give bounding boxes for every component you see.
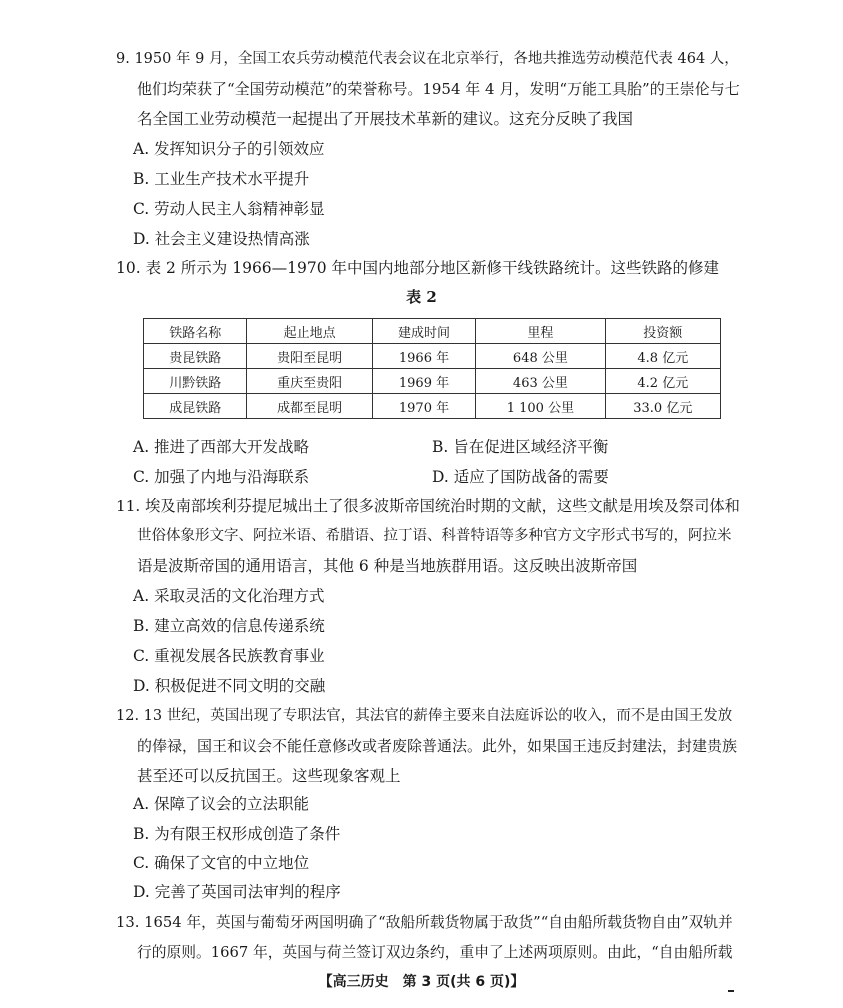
table-cell: 贵阳至昆明 [247, 344, 372, 369]
table-cell: 33.0 亿元 [605, 394, 720, 419]
q11-stem-line-3: 语是波斯帝国的通用语言，其他 6 种是当地族群用语。这反映出波斯帝国 [137, 557, 638, 575]
q10-option-d: D. 适应了国防战备的需要 [432, 468, 609, 486]
q12-stem-line-3: 甚至还可以反抗国王。这些现象客观上 [137, 767, 401, 785]
table-row [144, 344, 721, 369]
q12-option-a: A. 保障了议会的立法职能 [133, 795, 310, 813]
q11-option-d: D. 积极促进不同文明的交融 [133, 677, 326, 695]
q9-option-d: D. 社会主义建设热情高涨 [133, 230, 310, 248]
q12-option-d: D. 完善了英国司法审判的程序 [133, 883, 341, 901]
q9-option-b: B. 工业生产技术水平提升 [133, 170, 310, 188]
table-cell: 川黔铁路 [144, 369, 247, 394]
table-cell: 贵昆铁路 [144, 344, 247, 369]
q12-stem-line-2: 的俸禄，国王和议会不能任意修改或者废除普通法。此外，如果国王违反封建法，封建贵族 [137, 737, 738, 755]
railway-table [143, 318, 721, 419]
table-cell: 4.2 亿元 [605, 369, 720, 394]
table-cell: 成都至昆明 [247, 394, 372, 419]
table-cell: 648 公里 [476, 344, 605, 369]
q9-option-a: A. 发挥知识分子的引领效应 [133, 140, 325, 158]
q11-stem-line-1: 11. 埃及南部埃利芬提尼城出土了很多波斯帝国统治时期的文献，这些文献是用埃及祭司体和 [116, 497, 740, 515]
page-footer: 【高三历史 第 3 页(共 6 页)】 [318, 974, 525, 990]
table-cell: 463 公里 [476, 369, 605, 394]
table-header: 建成时间 [372, 319, 475, 344]
table-header: 投资额 [605, 319, 720, 344]
q10-option-c: C. 加强了内地与沿海联系 [133, 468, 310, 486]
q10-option-b: B. 旨在促进区域经济平衡 [432, 438, 609, 456]
table-header: 起止地点 [247, 319, 372, 344]
q10-option-a: A. 推进了西部大开发战略 [133, 438, 310, 456]
table-cell: 1969 年 [372, 369, 475, 394]
table-cell: 1970 年 [372, 394, 475, 419]
q12-stem-line-1: 12. 13 世纪，英国出现了专职法官，其法官的薪俸主要来自法庭诉讼的收入，而不是由国王发放 [116, 708, 733, 724]
q9-stem-line-1: 9. 1950 年 9 月，全国工农兵劳动模范代表会议在北京举行，各地共推选劳动模范代表 464 人， [116, 51, 739, 67]
table-header: 里程 [476, 319, 605, 344]
q11-stem-line-2: 世俗体象形文字、阿拉米语、希腊语、拉丁语、科普特语等多种官方文字形式书写的，阿拉米 [137, 528, 732, 544]
q11-option-a: A. 采取灵活的文化治理方式 [133, 587, 325, 605]
table-header-row [144, 319, 721, 344]
table-row [144, 369, 721, 394]
q13-stem-line-1: 13. 1654 年，英国与葡萄牙两国明确了“敌船所载货物属于敌货”“自由船所载货物自由”双轨并 [116, 914, 733, 931]
q13-stem-line-2: 行的原则。1667 年，英国与荷兰签订双边条约，重申了上述两项原则。由此，“自由船所载 [137, 944, 733, 961]
q12-option-c: C. 确保了文官的中立地位 [133, 854, 310, 872]
q11-option-b: B. 建立高效的信息传递系统 [133, 617, 325, 635]
table-header: 铁路名称 [144, 319, 247, 344]
q11-option-c: C. 重视发展各民族教育事业 [133, 647, 325, 665]
q9-stem-line-3: 名全国工业劳动模范一起提出了开展技术革新的建议。这充分反映了我国 [137, 110, 634, 128]
table-cell: 重庆至贵阳 [247, 369, 372, 394]
table-cell: 4.8 亿元 [605, 344, 720, 369]
q9-stem-line-2: 他们均荣获了“全国劳动模范”的荣誉称号。1954 年 4 月，发明“万能工具胎”的王崇伦与七 [137, 80, 740, 98]
table-caption: 表 2 [406, 288, 437, 306]
table-cell: 1966 年 [372, 344, 475, 369]
q9-option-c: C. 劳动人民主人翁精神彰显 [133, 200, 325, 218]
table-cell: 1 100 公里 [476, 394, 605, 419]
q12-option-b: B. 为有限王权形成创造了条件 [133, 825, 341, 843]
table-cell: 成昆铁路 [144, 394, 247, 419]
table-row [144, 394, 721, 419]
q10-stem-line-1: 10. 表 2 所示为 1966—1970 年中国内地部分地区新修干线铁路统计。这些铁路的修建 [116, 259, 720, 277]
page-edge-mark [728, 990, 734, 992]
